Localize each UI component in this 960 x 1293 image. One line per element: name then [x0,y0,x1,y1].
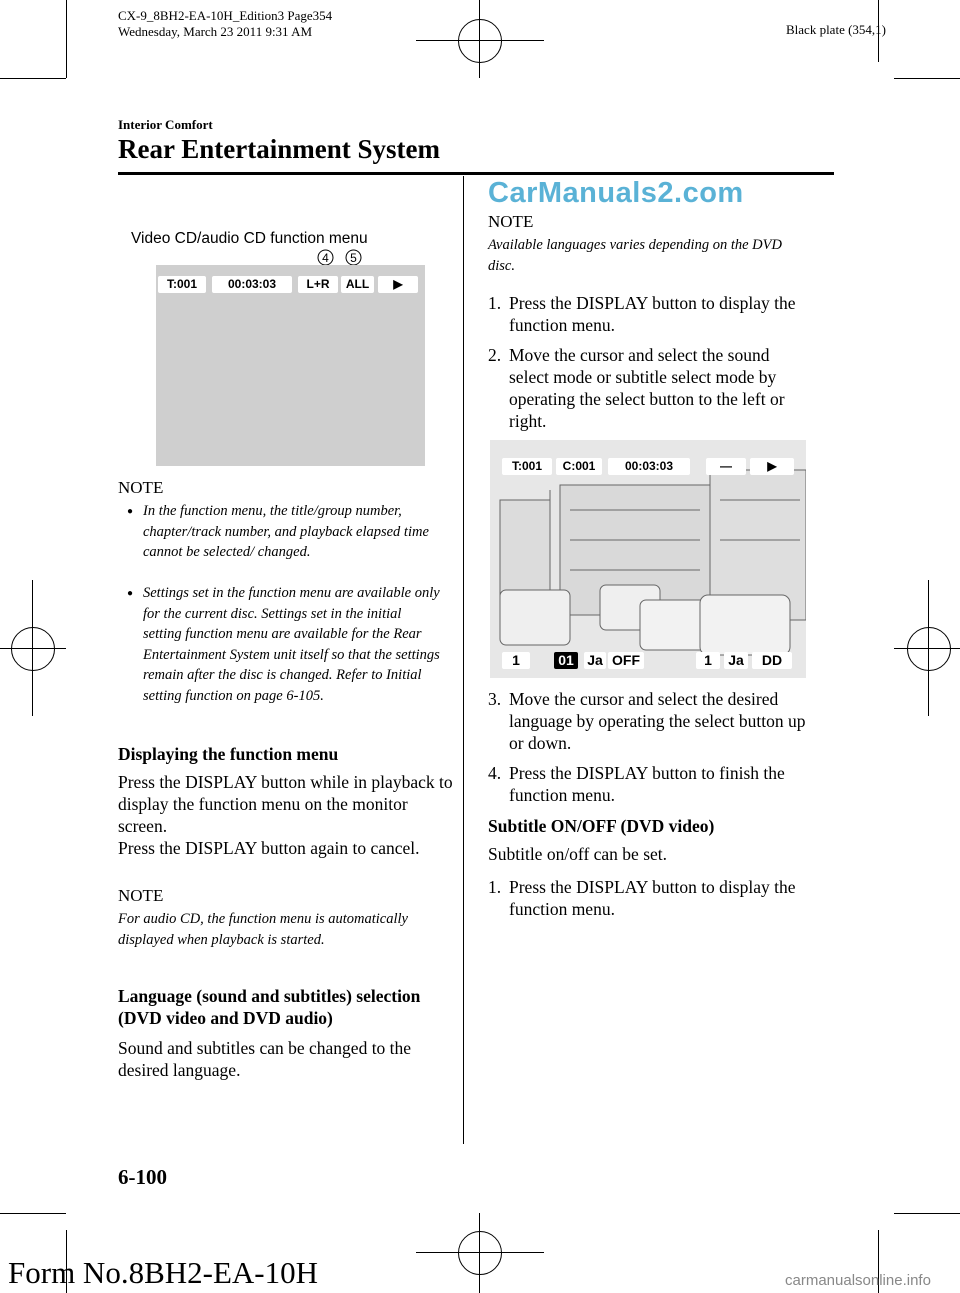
audio-number: 1 [696,652,720,669]
play-icon: ▶ [750,458,794,475]
step-item [488,292,808,336]
audio-format: DD [752,652,792,669]
repeat-mode: ALL [341,276,374,293]
note-item-text: Settings set in the function menu are available only for the current disc. Settings set in the initial setting function menu are available for the Rear Entertainment System unit itself so that the settings remain after the disc is changed. Refer to Initial setting function on page 6-105. [143,585,440,704]
note-item-text: In the function menu, the title/group number, chapter/track number, and playback elapsed time cannot be selected/ changed. [143,503,429,560]
step-text: Move the cursor and select the sound select mode or subtitle select mode by operating the select button to the left or right. [509,345,785,431]
video-cd-screen [156,265,425,466]
step-number: 4. [488,763,502,783]
heading-language-selection: Language (sound and subtitles) selection (DVD video and DVD audio) [118,986,421,1028]
heading-displaying-function-menu: Displaying the function menu [118,744,339,764]
step-text: Press the DISPLAY button to finish the function menu. [509,763,785,805]
chapter-number: C:001 [556,458,602,475]
note-heading: NOTE [118,886,164,905]
audio-language: Ja [724,652,748,669]
page-number: 6-100 [118,1165,167,1189]
paragraph: Subtitle on/off can be set. [488,844,668,864]
note-item [127,583,443,706]
bullet-icon: ● [127,506,134,517]
plate-info: Black plate (354,1) [786,22,886,37]
step-item [488,876,808,920]
page-title: Rear Entertainment System [118,134,440,164]
step-number: 1. [488,293,502,313]
note-item [127,501,443,563]
step-item [488,344,808,432]
callout-5-label: 5 [350,251,357,265]
function-menu-bar [156,275,425,295]
title-rule [118,172,834,175]
print-info-date: Wednesday, March 23 2011 9:31 AM [118,24,313,39]
paragraph: Sound and subtitles can be changed to the desired language. [118,1038,412,1080]
street-scene-illustration [490,440,806,678]
note-text: Available languages varies depending on the DVD disc. [488,237,782,274]
note-heading: NOTE [118,478,164,497]
step-number: 2. [488,345,502,365]
bullet-icon: ● [127,588,134,599]
step-text: Press the DISPLAY button to display the function menu. [509,293,796,335]
track-number: T:001 [158,276,206,293]
step-item [488,762,808,806]
title-number: T:001 [502,458,552,475]
mode-indicator: — [706,458,746,475]
form-number: Form No.8BH2-EA-10H [8,1255,318,1290]
print-info [118,8,332,40]
watermark: CarManuals2.com [488,177,744,209]
dvd-screen [490,440,806,678]
figure-caption: Video CD/audio CD function menu [131,230,368,247]
elapsed-time: 00:03:03 [608,458,690,475]
step-item [488,688,808,754]
note-heading: NOTE [488,212,534,231]
elapsed-time: 00:03:03 [212,276,292,293]
note-text: For audio CD, the function menu is automatically displayed when playback is started. [118,911,408,948]
column-divider [463,176,464,1144]
angle-number: 1 [502,652,530,669]
step-text: Press the DISPLAY button to display the function menu. [509,877,796,919]
callout-4-label: 4 [322,251,329,265]
callout-4 [317,249,334,266]
section-label: Interior Comfort [118,117,213,132]
callout-5 [345,249,362,266]
paragraph: Press the DISPLAY button again to cancel. [118,838,420,858]
subtitle-language: Ja [584,652,606,669]
paragraph: Press the DISPLAY button while in playback to display the function menu on the monitor screen. [118,772,453,836]
site-mark: carmanualsonline.info [785,1272,931,1289]
step-text: Move the cursor and select the desired language by operating the select button up or down. [509,689,806,753]
sound-mode: L+R [298,276,338,293]
subtitle-number: 01 [554,652,578,669]
play-icon: ▶ [378,276,418,293]
print-info-file: CX-9_8BH2-EA-10H_Edition3 Page354 [118,8,333,23]
step-number: 3. [488,689,502,709]
heading-subtitle-on-off: Subtitle ON/OFF (DVD video) [488,816,715,836]
subtitle-state: OFF [608,652,644,669]
step-number: 1. [488,877,502,897]
